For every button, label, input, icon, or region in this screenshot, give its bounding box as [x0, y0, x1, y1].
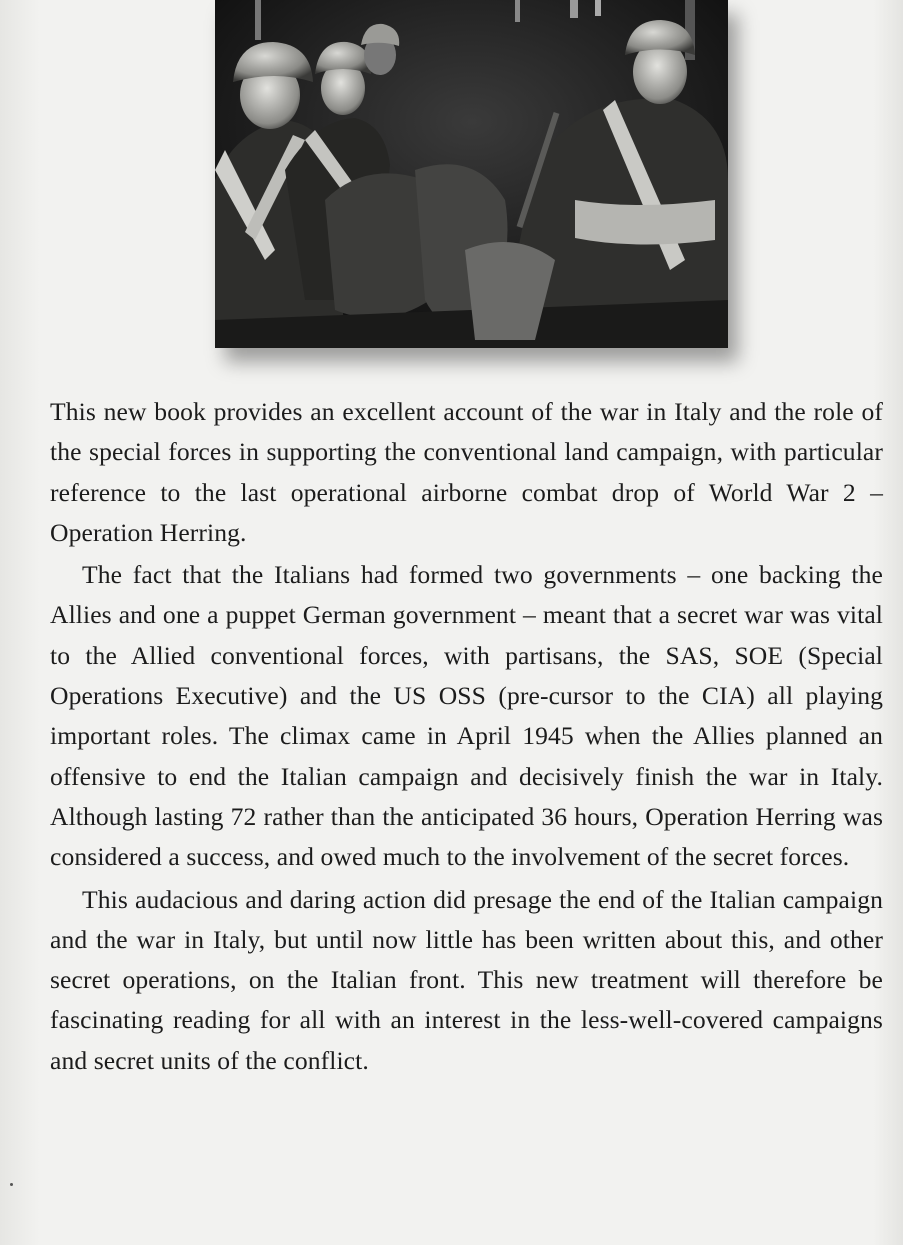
- blurb-text: [50, 392, 883, 1081]
- scan-speck: [10, 1183, 13, 1186]
- paragraph-3: This audacious and daring action did presage the end of the Italian campaign and the war in Italy, but until now little has been written about this, and other secret operations, on the Italian front. This new treatment will therefore be fascinating reading for all with an interest in the less-well-covered campaigns and secret units of the conflict.: [50, 884, 883, 1075]
- photo-frame: [215, 0, 728, 348]
- paratroopers-in-aircraft-photo: [215, 0, 728, 348]
- paragraph-1: This new book provides an excellent account of the war in Italy and the role of the special forces in supporting the conventional land campaign, with particular reference to the last operational airborne combat drop of World War 2 – Operation Herring.: [50, 397, 883, 547]
- page-edge-shadow-left: [0, 0, 40, 1245]
- paragraph-2: The fact that the Italians had formed two governments – one backing the Allies and one a puppet German government – meant that a secret war was vital to the Allied conventional forces, with partisans, the SAS, SOE (Special Operations Executive) and the US OSS (pre-cursor to the CIA) all playing important roles. The climax came in April 1945 when the Allies planned an offensive to end the Italian campaign and decisively finish the war in Italy. Although lasting 72 rather than the anticipated 36 hours, Operation Herring was considered a success, and owed much to the involvement of the secret forces.: [50, 560, 883, 872]
